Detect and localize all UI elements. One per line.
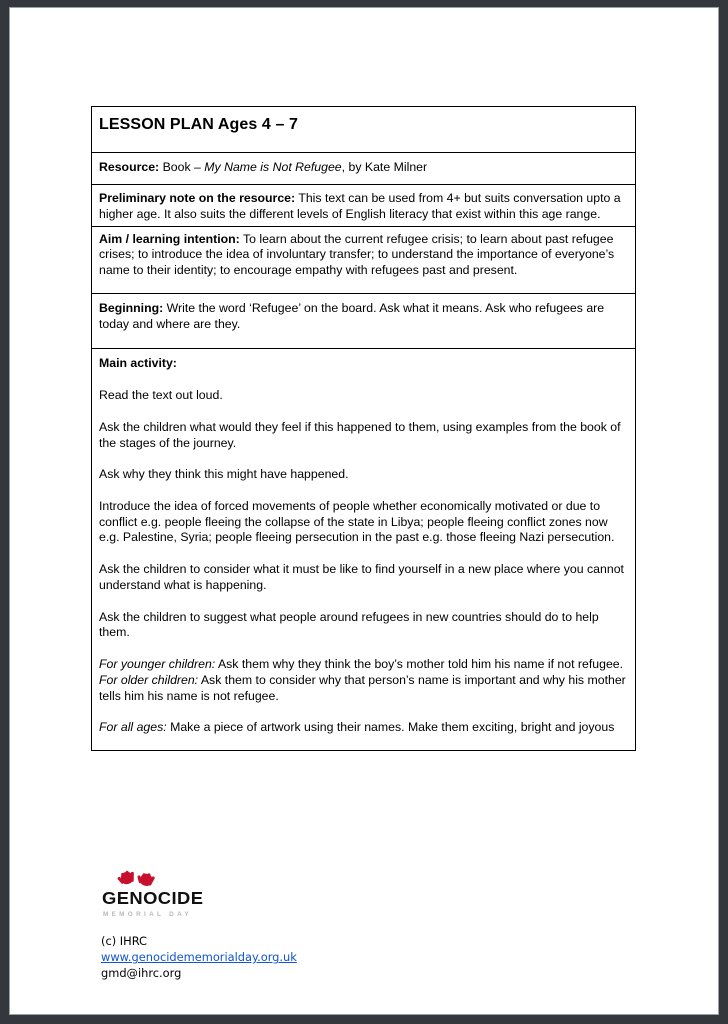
table-row-beginning — [92, 293, 636, 348]
main-activity-paragraph: Introduce the idea of forced movements of people whether economically motivated or due to conflict e.g. people fleeing the collapse of the state in Libya; people fleeing conflict zones now e.g. Palestine, Syria; people fleeing persecution in the past e.g. those fleeing Nazi persecution. — [99, 499, 615, 545]
handprint-right-icon — [137, 863, 158, 888]
footer-copyright: (c) IHRC — [101, 934, 147, 948]
page-title: LESSON PLAN Ages 4 – 7 — [99, 116, 298, 133]
table-row-resource — [92, 153, 636, 185]
logo-subtitle: MEMORIAL DAY — [103, 910, 192, 918]
main-activity-paragraph: Ask why they think this might have happened. — [99, 467, 349, 482]
main-activity-paragraph: Read the text out loud. — [99, 388, 223, 403]
main-activity-paragraph: Ask the children what would they feel if this happened to them, using examples from the book of the stages of the journey. — [99, 419, 621, 450]
logo-wordmark: GENOCIDE — [102, 888, 204, 908]
younger-children-label: For younger children: — [99, 657, 216, 672]
footer — [101, 933, 297, 982]
resource-text-before: Book – — [162, 160, 201, 175]
table-row-aim — [92, 226, 636, 293]
younger-children-paragraph — [99, 657, 628, 673]
all-ages-label: For all ages: — [99, 720, 167, 735]
lesson-plan-table — [91, 106, 636, 751]
genocide-memorial-day-logo — [102, 863, 282, 925]
resource-text-after: , by Kate Milner — [341, 160, 428, 175]
main-activity-heading — [99, 356, 628, 372]
preliminary-note-label: Preliminary note on the resource: — [99, 191, 296, 206]
beginning-label: Beginning: — [99, 300, 164, 315]
main-activity-paragraph: Ask the children to suggest what people around refugees in new countries should do to help them. — [99, 609, 599, 640]
aim-label: Aim / learning intention: — [99, 231, 240, 246]
preliminary-note-body: This text can be used from 4+ but suits conversation upto a higher age. It also suits the different levels of English literacy that exist within this age range. — [99, 191, 621, 221]
older-children-body: Ask them to consider why that person’s name is important and why his mother tells him his name is not refugee. — [99, 672, 626, 703]
handprints-icon — [118, 863, 282, 889]
resource-book-title: My Name is Not Refugee — [204, 160, 342, 175]
main-activity-label: Main activity: — [99, 356, 177, 371]
table-row-main-activity — [92, 349, 636, 751]
table-row-title — [92, 107, 636, 153]
main-activity-cell — [92, 349, 636, 751]
aim-cell — [92, 226, 636, 293]
handprint-left-icon — [116, 861, 138, 886]
older-children-paragraph — [99, 673, 628, 704]
beginning-cell — [92, 293, 636, 348]
older-children-label: For older children: — [99, 672, 199, 687]
document-page — [10, 8, 718, 1014]
footer-website-link[interactable]: www.genocidememorialday.org.uk — [101, 950, 297, 965]
main-activity-paragraph: Ask the children to consider what it must be like to find yourself in a new place where you cannot understand what is happening. — [99, 562, 624, 592]
resource-cell — [92, 153, 636, 185]
preliminary-note-cell — [92, 185, 636, 226]
beginning-body: Write the word ‘Refugee’ on the board. Ask what it means. Ask who refugees are today and where are they. — [99, 300, 605, 331]
lesson-plan-title-cell — [92, 107, 636, 153]
aim-body: To learn about the current refugee crisis; to learn about past refugee crises; to introduce the idea of involuntary transfer; to understand the importance of everyone’s name to their identity; to encourage empathy with refugees past and present. — [99, 231, 615, 278]
all-ages-body: Make a piece of artwork using their names. Make them exciting, bright and joyous — [170, 720, 615, 735]
all-ages-paragraph — [99, 720, 628, 736]
resource-label: Resource: — [99, 160, 160, 175]
younger-children-body: Ask them why they think the boy’s mother told him his name if not refugee. — [217, 657, 624, 672]
table-row-preliminary-note — [92, 185, 636, 226]
footer-email: gmd@ihrc.org — [101, 966, 182, 981]
